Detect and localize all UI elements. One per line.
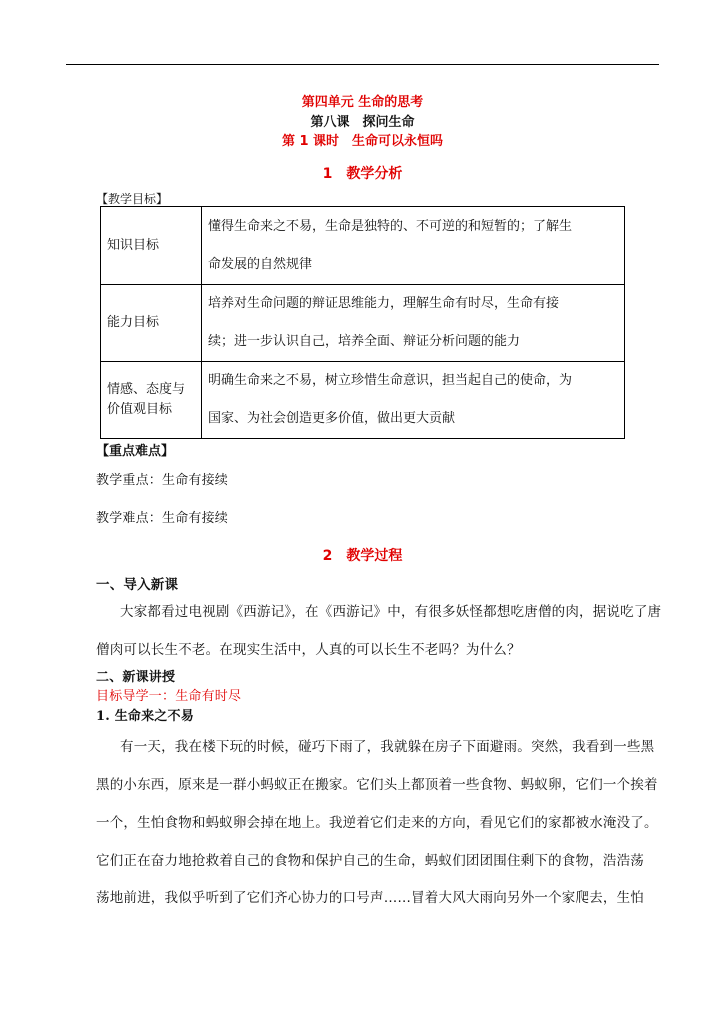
goal-desc-line: 明确生命来之不易，树立珍惜生命意识，担当起自己的使命，为 — [208, 373, 573, 388]
section-process-title: 2 教学过程 — [322, 548, 403, 564]
goal-desc — [202, 207, 625, 285]
intro-heading: 一、导入新课 — [96, 577, 179, 593]
intro-line: 大家都看过电视剧《西游记》，在《西游记》中，有很多妖怪都想吃唐僧的肉，据说吃了唐 — [120, 604, 662, 620]
target-heading: 目标导学一：生命有时尽 — [96, 689, 242, 704]
goal-desc-line: 国家、为社会创造更多价值，做出更大贡献 — [208, 411, 456, 426]
story-line: 它们正在奋力地抢救着自己的食物和保护自己的生命，蚂蚁们团团围住剩下的食物，浩浩荡 — [96, 853, 644, 869]
unit-title: 第四单元 生命的思考 — [301, 95, 424, 110]
goal-name: 知识目标 — [101, 207, 202, 285]
story-line: 有一天，我在楼下玩的时候，碰巧下雨了，我就躲在房子下面避雨。突然，我看到一些黑 — [120, 739, 655, 755]
teaching-difficulty: 教学难点：生命有接续 — [96, 511, 229, 526]
story-line: 荡地前进，我似乎听到了它们齐心协力的口号声……冒着大风大雨向另外一个家爬去，生怕 — [96, 890, 644, 906]
goal-name-line: 情感、态度与 — [107, 382, 186, 397]
new-lesson-heading: 二、新课讲授 — [96, 670, 176, 685]
sub-heading: 1. 生命来之不易 — [96, 709, 194, 724]
header-rule — [66, 64, 659, 65]
goal-desc-line: 续；进一步认识自己，培养全面、辩证分析问题的能力 — [208, 334, 521, 349]
goal-name — [101, 362, 202, 439]
table-row — [101, 285, 625, 362]
lesson-title: 第八课 探问生命 — [310, 115, 415, 130]
intro-line: 僧肉可以长生不老。在现实生活中，人真的可以长生不老吗？为什么？ — [96, 642, 521, 658]
goal-desc — [202, 362, 625, 439]
goal-desc-line: 懂得生命来之不易，生命是独特的、不可逆的和短暂的；了解生 — [208, 218, 573, 234]
goals-table — [100, 206, 625, 439]
section-analysis-title: 1 教学分析 — [322, 166, 403, 182]
period-title: 第 1 课时 生命可以永恒吗 — [281, 134, 444, 149]
goal-name-line: 价值观目标 — [107, 402, 173, 417]
key-points-label: 【重点难点】 — [96, 444, 175, 459]
goal-name: 能力目标 — [101, 285, 202, 362]
goal-desc-line: 命发展的自然规律 — [208, 256, 313, 272]
story-line: 黑的小东西，原来是一群小蚂蚁正在搬家。它们头上都顶着一些食物、蚂蚁卵，它们一个挨着 — [96, 777, 658, 793]
table-row — [101, 207, 625, 285]
table-row — [101, 362, 625, 439]
teaching-focus: 教学重点：生命有接续 — [96, 473, 229, 488]
goal-desc-line: 培养对生命问题的辩证思维能力，理解生命有时尽，生命有接 — [208, 296, 560, 311]
goals-label: 【教学目标】 — [96, 192, 169, 206]
story-line: 一个，生怕食物和蚂蚁卵会掉在地上。我逆着它们走来的方向，看见它们的家都被水淹没了。 — [96, 815, 658, 831]
goal-desc — [202, 285, 625, 362]
